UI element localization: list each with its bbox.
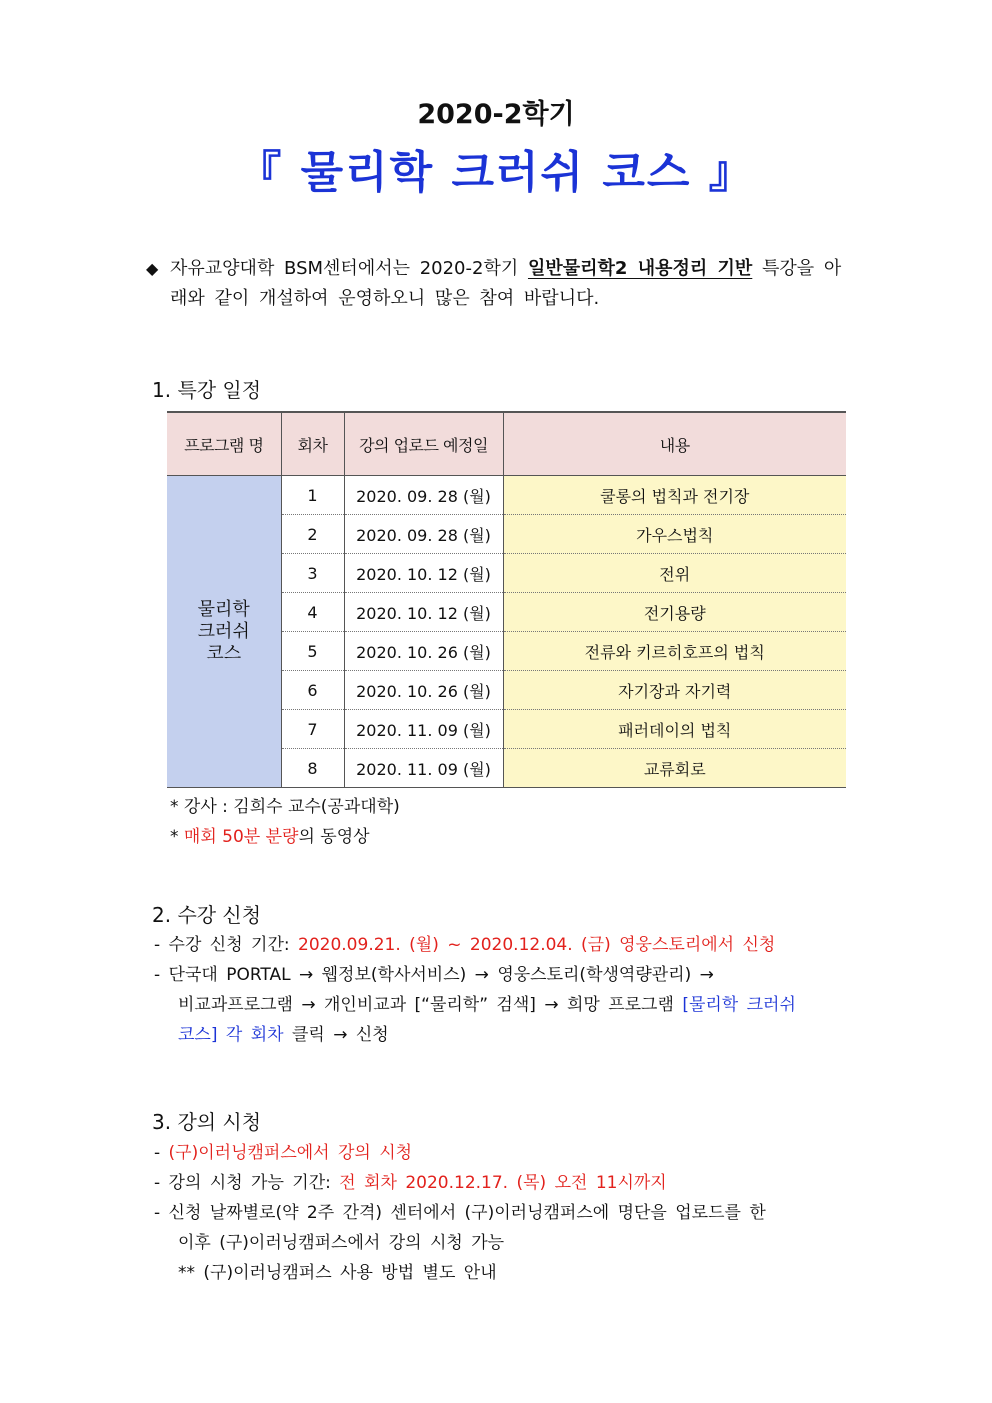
session-number: 6 xyxy=(281,671,344,710)
viewing-note-line-1: - 신청 날짜별로(약 2주 간격) 센터에서 (구)이러닝캠퍼스에 명단을 업로드를 한 xyxy=(154,1203,766,1223)
header-program: 프로그램 명 xyxy=(167,412,281,476)
diamond-bullet-icon: ◆ xyxy=(146,259,159,278)
session-number: 5 xyxy=(281,632,344,671)
lecture-content: 패러데이의 법칙 xyxy=(503,710,846,749)
header-content: 내용 xyxy=(503,412,846,476)
header-upload-date: 강의 업로드 예정일 xyxy=(344,412,503,476)
upload-date: 2020. 10. 26 (월) xyxy=(344,671,503,710)
section-2-heading: 2. 수강 신청 xyxy=(152,903,262,927)
instructor-note: * 강사 : 김희수 교수(공과대학) xyxy=(170,797,400,817)
upload-date: 2020. 10. 12 (월) xyxy=(344,554,503,593)
viewing-location: - (구)이러닝캠퍼스에서 강의 시청 xyxy=(154,1143,413,1163)
lecture-content: 쿨롱의 법칙과 전기장 xyxy=(503,476,846,515)
upload-date: 2020. 11. 09 (월) xyxy=(344,710,503,749)
section-1-heading: 1. 특강 일정 xyxy=(152,378,262,402)
upload-date: 2020. 10. 26 (월) xyxy=(344,632,503,671)
section-3-heading: 3. 강의 시청 xyxy=(152,1110,262,1134)
viewing-guide-note: ** (구)이러닝캠퍼스 사용 방법 별도 안내 xyxy=(178,1263,497,1283)
registration-path-line-3: 코스] 각 회차 클릭 → 신청 xyxy=(178,1025,389,1045)
session-number: 1 xyxy=(281,476,344,515)
table-header-row xyxy=(167,412,846,476)
lecture-content: 전류와 키르히호프의 법칙 xyxy=(503,632,846,671)
program-name-cell: 물리학 크러쉬 코스 xyxy=(167,476,281,788)
intro-highlight: 일반물리학2 내용정리 기반 xyxy=(527,258,753,279)
registration-period: - 수강 신청 기간: 2020.09.21. (월) ~ 2020.12.04. (금) 영웅스토리에서 신청 xyxy=(154,935,776,955)
schedule-table xyxy=(167,411,846,788)
lecture-content: 전위 xyxy=(503,554,846,593)
session-number: 2 xyxy=(281,515,344,554)
session-number: 3 xyxy=(281,554,344,593)
upload-date: 2020. 10. 12 (월) xyxy=(344,593,503,632)
viewing-period: - 강의 시청 가능 기간: 전 회차 2020.12.17. (목) 오전 11시까지 xyxy=(154,1173,667,1193)
header-session: 회차 xyxy=(281,412,344,476)
semester-label: 2020-2학기 xyxy=(417,99,575,130)
duration-note: * 매회 50분 분량의 동영상 xyxy=(170,827,370,847)
lecture-content: 교류회로 xyxy=(503,749,846,788)
intro-line-1: 자유교양대학 BSM센터에서는 2020-2학기 일반물리학2 내용정리 기반 특강을 아 xyxy=(170,258,842,279)
intro-line-2: 래와 같이 개설하여 운영하오니 많은 참여 바랍니다. xyxy=(170,288,600,309)
session-number: 8 xyxy=(281,749,344,788)
table-row xyxy=(167,476,846,515)
upload-date: 2020. 09. 28 (월) xyxy=(344,515,503,554)
session-number: 7 xyxy=(281,710,344,749)
page-title: 『 물리학 크러쉬 코스 』 xyxy=(237,147,755,198)
viewing-note-line-2: 이후 (구)이러닝캠퍼스에서 강의 시청 가능 xyxy=(178,1233,505,1253)
lecture-content: 가우스법칙 xyxy=(503,515,846,554)
registration-path-line-1: - 단국대 PORTAL → 웹정보(학사서비스) → 영웅스토리(학생역량관리) → xyxy=(154,965,714,985)
upload-date: 2020. 09. 28 (월) xyxy=(344,476,503,515)
registration-path-line-2: 비교과프로그램 → 개인비교과 [“물리학” 검색] → 희망 프로그램 [물리학 크러쉬 xyxy=(178,995,796,1015)
lecture-content: 자기장과 자기력 xyxy=(503,671,846,710)
upload-date: 2020. 11. 09 (월) xyxy=(344,749,503,788)
lecture-content: 전기용량 xyxy=(503,593,846,632)
session-number: 4 xyxy=(281,593,344,632)
